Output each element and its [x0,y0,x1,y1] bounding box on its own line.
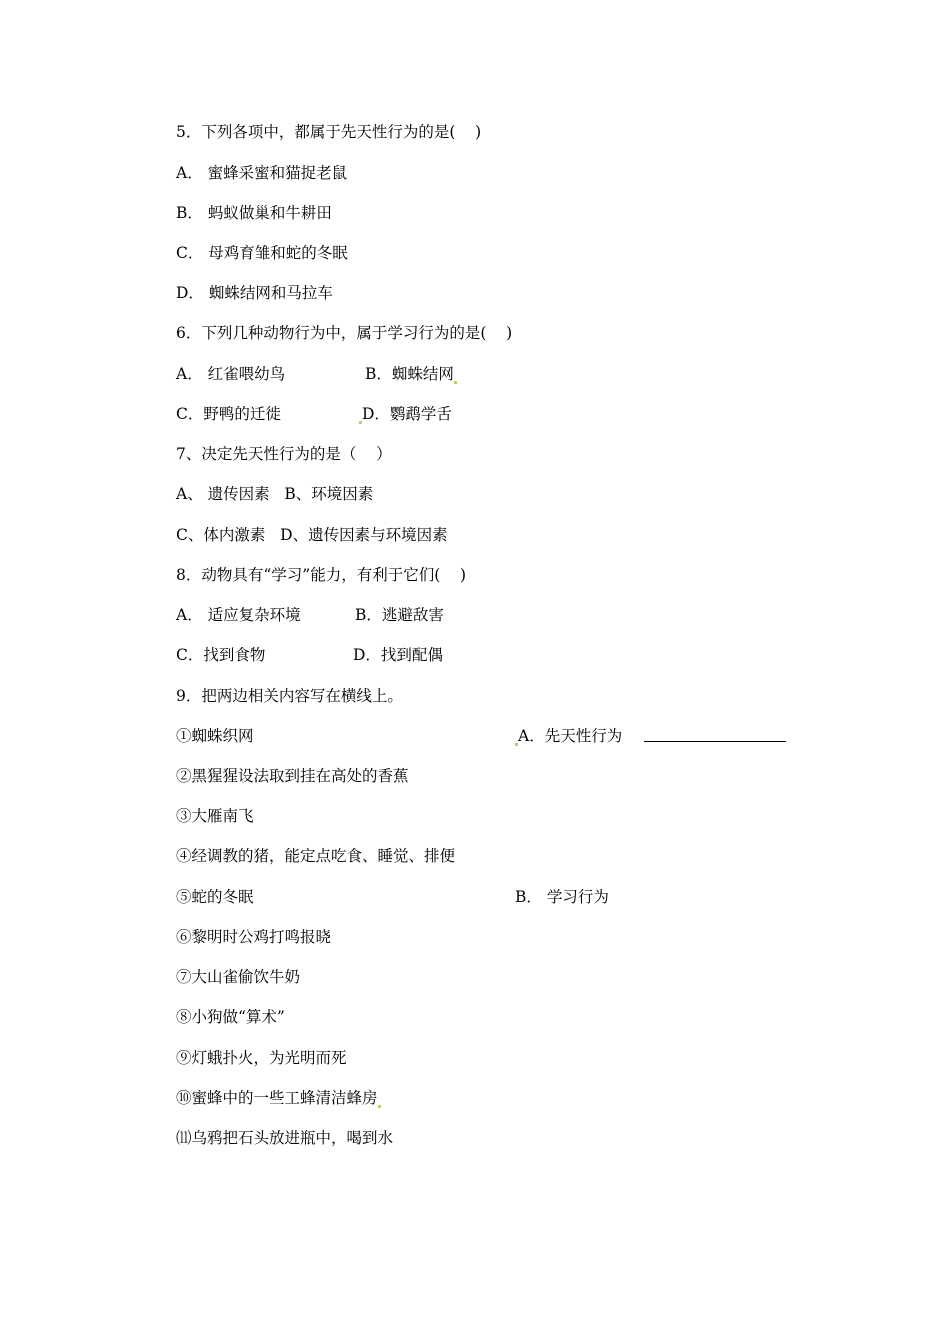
q5-option-a: A． 蜜蜂采蜜和猫捉老鼠 [176,164,348,182]
q9-item-7: ⑦大山雀偷饮牛奶 [176,968,301,986]
q6-option-d-text: D．鹦鹉学舌 [362,405,452,423]
q9-category-a-text: A．先天性行为 [518,727,623,745]
q5-option-b: B． 蚂蚁做巢和牛耕田 [176,204,332,222]
q8-option-a: A． 适应复杂环境 [176,606,301,624]
q7-options-ab: A、 遗传因素 B、环境因素 [176,485,374,503]
q9-item-6: ⑥黎明时公鸡打鸣报晓 [176,928,332,946]
q9-item-10-text: ⑩蜜蜂中的一些工蜂清洁蜂房 [176,1089,378,1107]
q5-option-d: D． 蜘蛛结网和马拉车 [176,284,333,302]
q9-item-11: ⑾乌鸦把石头放进瓶中，喝到水 [176,1129,394,1147]
q8-option-c: C．找到食物 [176,646,266,664]
q9-category-a [515,726,622,746]
q9-item-9: ⑨灯蛾扑火，为光明而死 [176,1049,347,1067]
q8-option-b: B．逃避敌害 [355,606,444,624]
q6-option-c: C．野鸭的迁徙 [176,405,281,423]
q9-item-8: ⑧小狗做“算术” [176,1008,285,1026]
q9-stem: 9．把两边相关内容写在横线上。 [176,687,403,705]
q9-item-10 [176,1088,381,1108]
q6-option-d [359,404,452,424]
q6-option-a: A． 红雀喂幼鸟 [176,365,286,383]
q9-item-2: ②黑猩猩设法取到挂在高处的香蕉 [176,767,409,785]
q6-stem: 6．下列几种动物行为中，属于学习行为的是( ) [176,324,513,342]
q6-option-b [365,364,457,384]
q9-item-3: ③大雁南飞 [176,807,254,825]
q9-item-4: ④经调教的猪，能定点吃食、睡觉、排便 [176,847,456,865]
edit-mark [454,381,457,384]
q9-item-1: ①蜘蛛织网 [176,727,254,745]
edit-mark [378,1105,381,1108]
q5-stem: 5．下列各项中，都属于先天性行为的是( ) [176,123,482,141]
q9-item-5: ⑤蛇的冬眠 [176,888,254,906]
q7-options-cd: C、体内激素 D、遗传因素与环境因素 [176,526,448,544]
q8-stem: 8．动物具有“学习”能力，有利于它们( ) [176,566,467,584]
q8-option-d: D．找到配偶 [353,646,443,664]
answer-blank-line[interactable] [644,741,786,742]
q5-option-c: C． 母鸡育雏和蛇的冬眠 [176,244,348,262]
q9-category-b: B． 学习行为 [515,888,609,906]
q7-stem: 7、决定先天性行为的是（ ） [176,445,392,463]
q6-option-b-text: B．蜘蛛结网 [365,365,454,383]
